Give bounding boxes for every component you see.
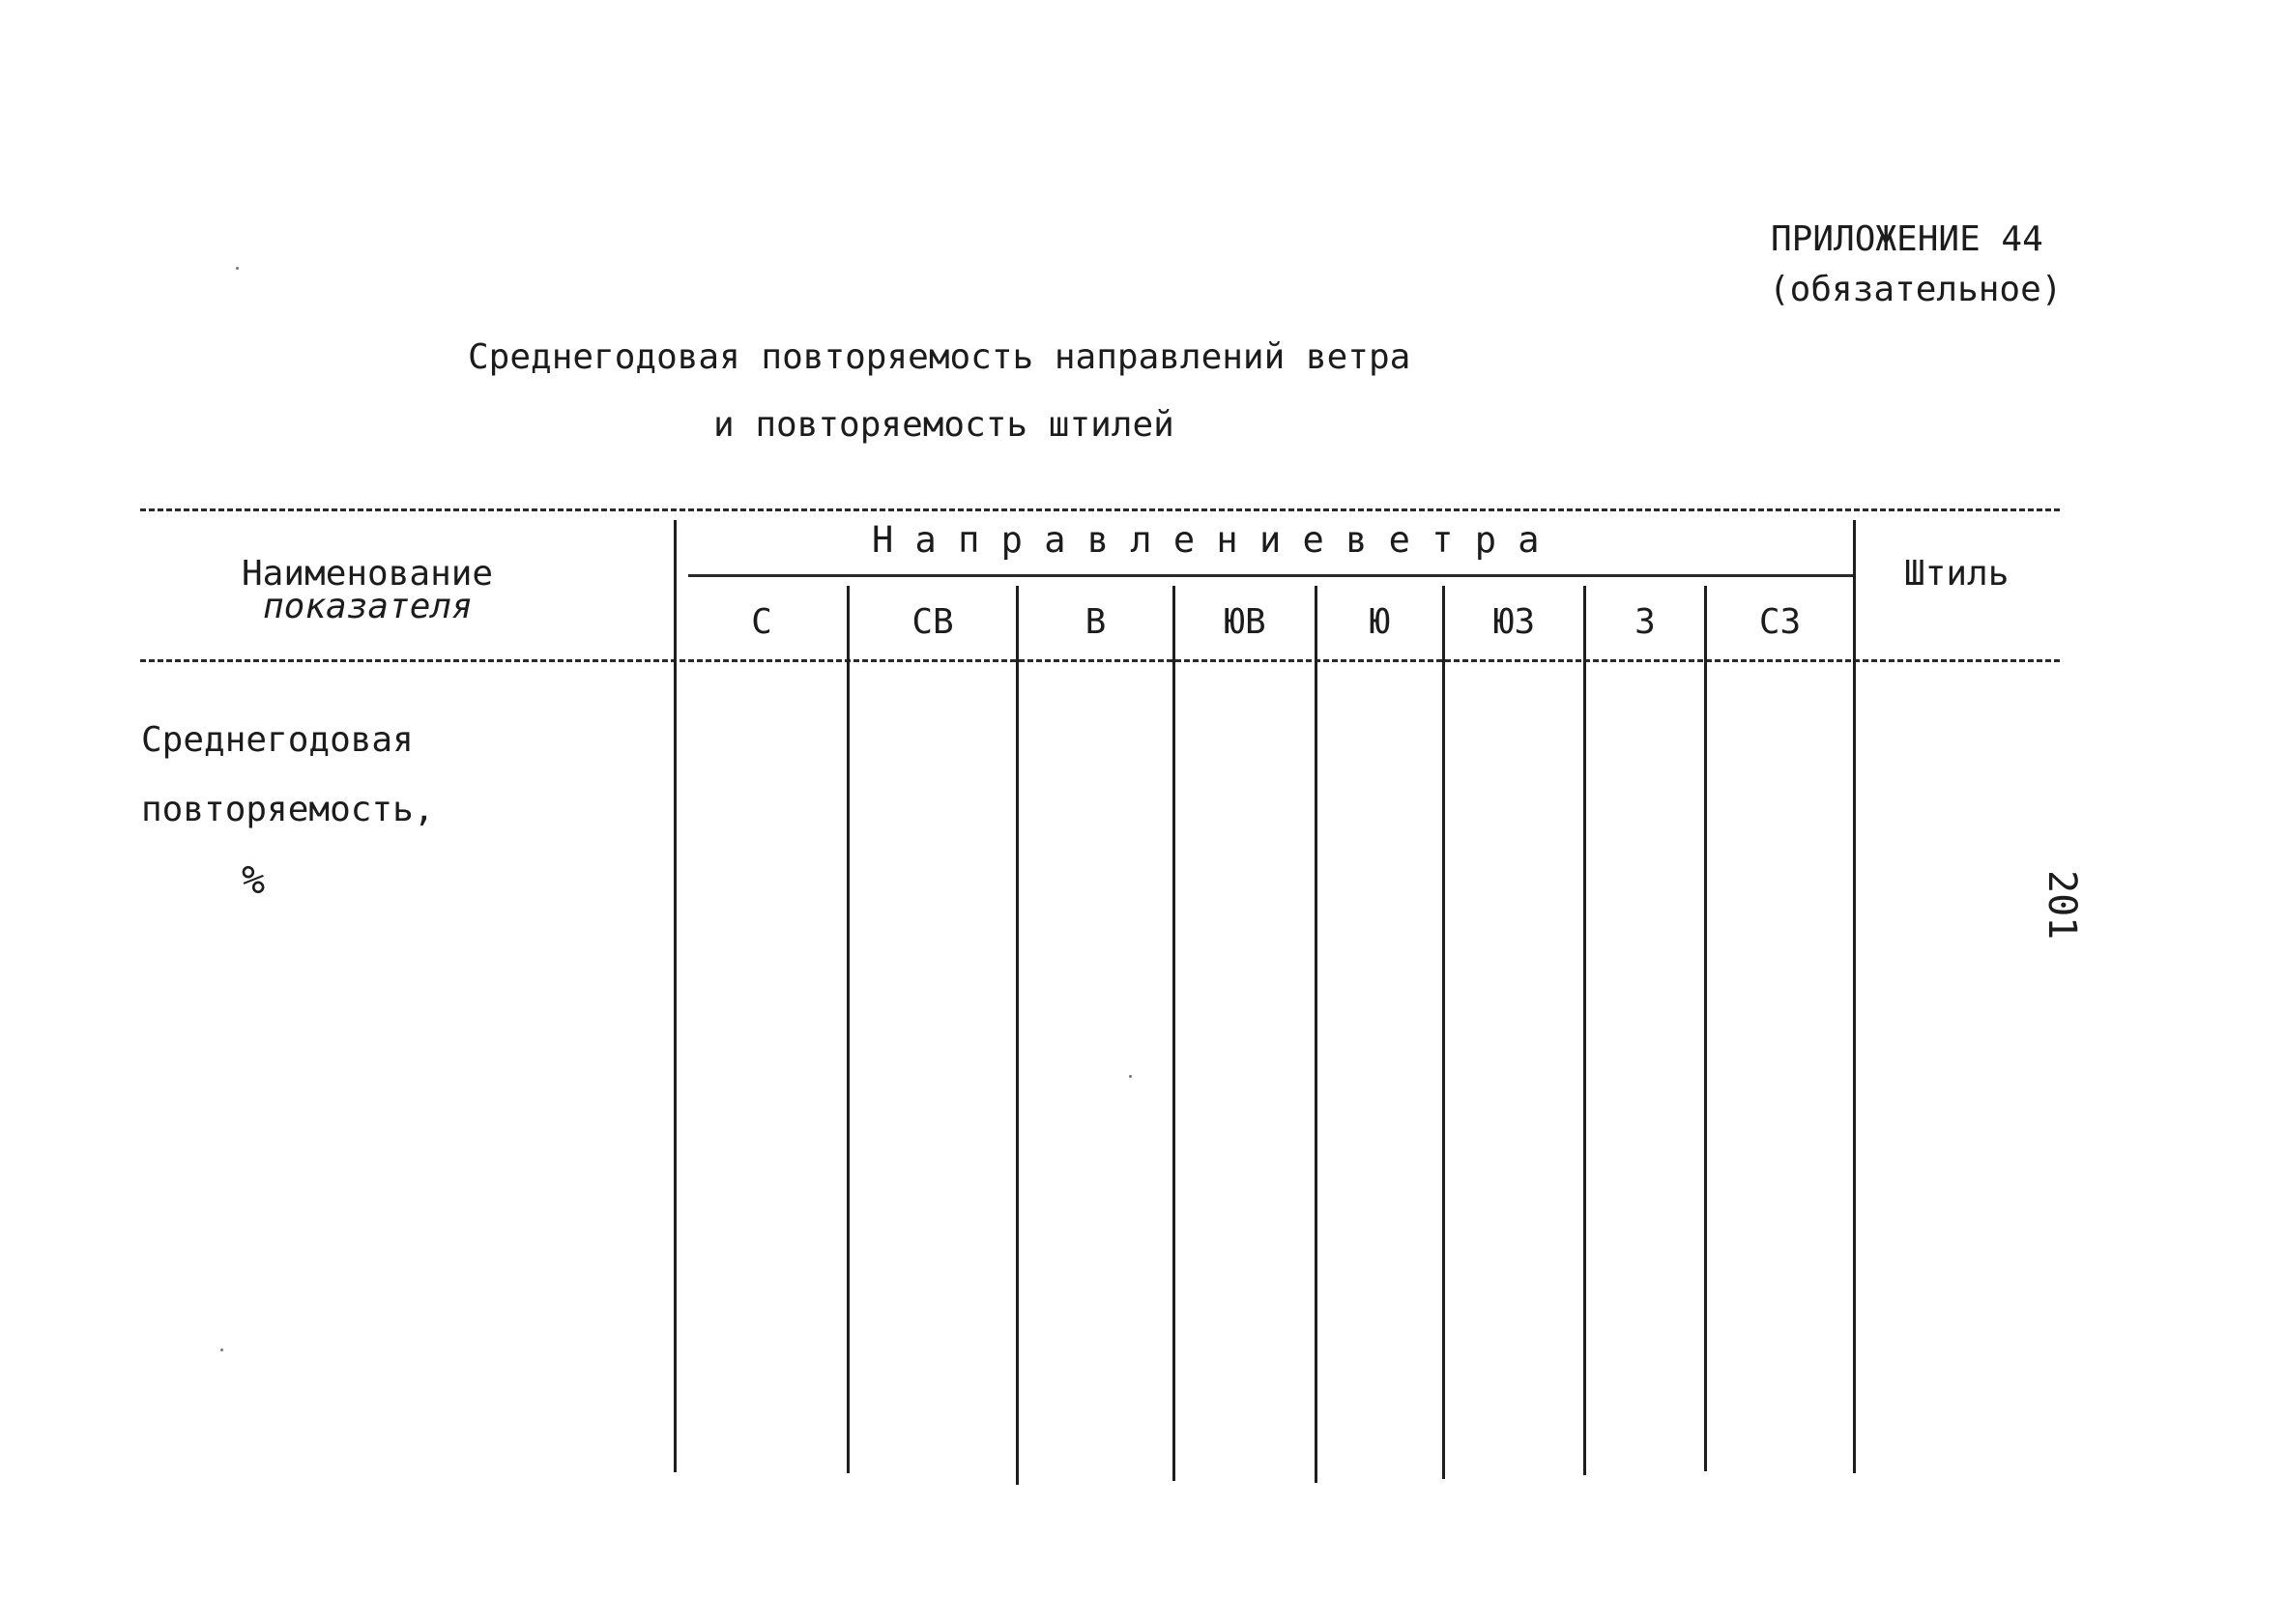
document-title-line1: Среднегодовая повторяемость направлений ветра <box>468 337 1411 377</box>
header-name-line1: Наименование <box>242 554 494 594</box>
header-name-line2: показателя <box>263 587 473 626</box>
column-header-n: С <box>751 602 772 642</box>
column-header-ne: СВ <box>911 602 954 642</box>
group-underline-rule <box>688 574 1854 577</box>
column-header-e: В <box>1085 602 1107 642</box>
column-header-se: ЮВ <box>1224 602 1266 642</box>
col-divider-5 <box>1442 586 1445 1479</box>
col-divider-2 <box>1016 586 1019 1485</box>
header-wind-direction: Н а п р а в л е н и е в е т р а <box>872 519 1540 561</box>
appendix-label: ПРИЛОЖЕНИЕ 44 <box>1771 219 2043 259</box>
scan-speck <box>1129 1075 1132 1078</box>
col-divider-right <box>1853 520 1856 1473</box>
col-divider-4 <box>1315 586 1317 1483</box>
row-unit-percent: % <box>242 858 266 903</box>
column-header-nw: СЗ <box>1758 602 1802 642</box>
col-divider-1 <box>847 586 850 1473</box>
table-top-rule <box>140 508 2060 511</box>
scan-speck <box>220 1348 223 1351</box>
column-header-s: Ю <box>1369 602 1391 642</box>
column-header-sw: ЮЗ <box>1492 602 1536 642</box>
header-calm: Штиль <box>1904 554 2010 594</box>
row-label-line2: повторяемость, <box>141 790 435 829</box>
col-divider-3 <box>1172 586 1175 1481</box>
row-label-line1: Среднегодовая <box>141 720 414 760</box>
appendix-note: (обязательное) <box>1769 270 2063 309</box>
scan-speck <box>236 267 239 270</box>
col-divider-6 <box>1583 586 1586 1475</box>
col-divider-7 <box>1704 586 1707 1471</box>
header-bottom-rule <box>140 659 2060 662</box>
column-header-w: З <box>1634 602 1656 642</box>
document-title-line2: и повторяемость штилей <box>713 405 1174 445</box>
col-divider-left <box>674 520 677 1472</box>
page-number: 201 <box>2039 870 2084 941</box>
